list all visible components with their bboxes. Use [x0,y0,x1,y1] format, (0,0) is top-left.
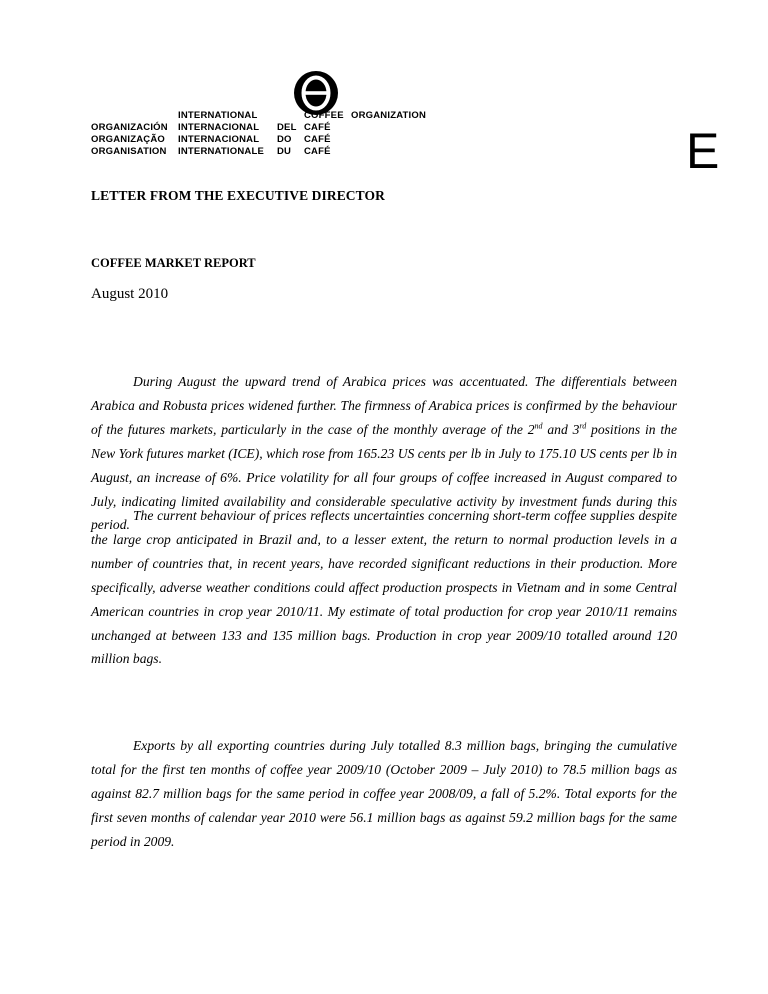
org-text: ORGANIZACIÓN [91,122,168,133]
paragraph-text: positions in the New York futures market (ICE), which rose from 165.23 US cents per lb in July to 175.10 US cents per lb in August, an increase of 6%. Price volatility for all four groups of coffee increased in August compared to July, indicating limited availability and considerable speculative activity by investment funds during this period. [91,421,677,533]
org-text: CAFÉ [304,146,331,157]
org-text: ORGANIZATION [351,110,427,121]
paragraph-production: The current behaviour of prices reflects uncertainties concerning short-term coffee supplies despite the large crop anticipated in Brazil and, to a lesser extent, the return to normal production levels in a number of countries that, in recent years, have recorded significant reductions in their production. More specifically, adverse weather conditions could affect production prospects in Vietnam and in some Central American countries in crop year 2010/11. My estimate of total production for crop year 2010/11 remains unchanged at between 133 and 135 million bags. Production in crop year 2009/10 totalled around 120 million bags. [91,508,677,667]
org-text: CAFÉ [304,122,331,133]
org-text: CAFÉ [304,134,331,145]
org-text: INTERNACIONAL [178,122,260,133]
org-text: DO [277,134,292,145]
language-letter: E [686,123,720,179]
paragraph-text: During August the upward trend of Arabica prices was accentuated. The differentials between Arabica and Robusta prices widened further. The firmness of Arabica prices is confirmed by the behaviour of the futures markets, particularly in the case of the monthly average of the 2 [91,374,677,437]
letter-heading: LETTER FROM THE EXECUTIVE DIRECTOR [91,188,385,203]
superscript: rd [579,421,587,431]
org-text: DU [277,146,292,157]
paragraph-text: and 3 [542,421,580,437]
org-text: INTERNATIONALE [178,146,265,157]
paragraph-exports: Exports by all exporting countries during July totalled 8.3 million bags, bringing the cumulative total for the first ten months of coffee year 2009/10 (October 2009 – July 2010) to 78.5 million bags as against 82.7 million bags for the same period in coffee year 2008/09, a fall of 5.2%. Total exports for the first seven months of calendar year 2010 were 56.1 million bags as against 59.2 million bags for the same period in 2009. [91,738,677,849]
org-text: DEL [277,122,297,133]
report-date: August 2010 [91,286,169,302]
org-text: COFFEE [304,110,344,121]
org-text: INTERNACIONAL [178,134,260,145]
report-heading: COFFEE MARKET REPORT [91,256,256,270]
superscript: nd [534,421,543,431]
org-text: INTERNATIONAL [178,110,258,121]
org-text: ORGANISATION [91,146,167,157]
org-text: ORGANIZAÇÃO [91,134,165,145]
